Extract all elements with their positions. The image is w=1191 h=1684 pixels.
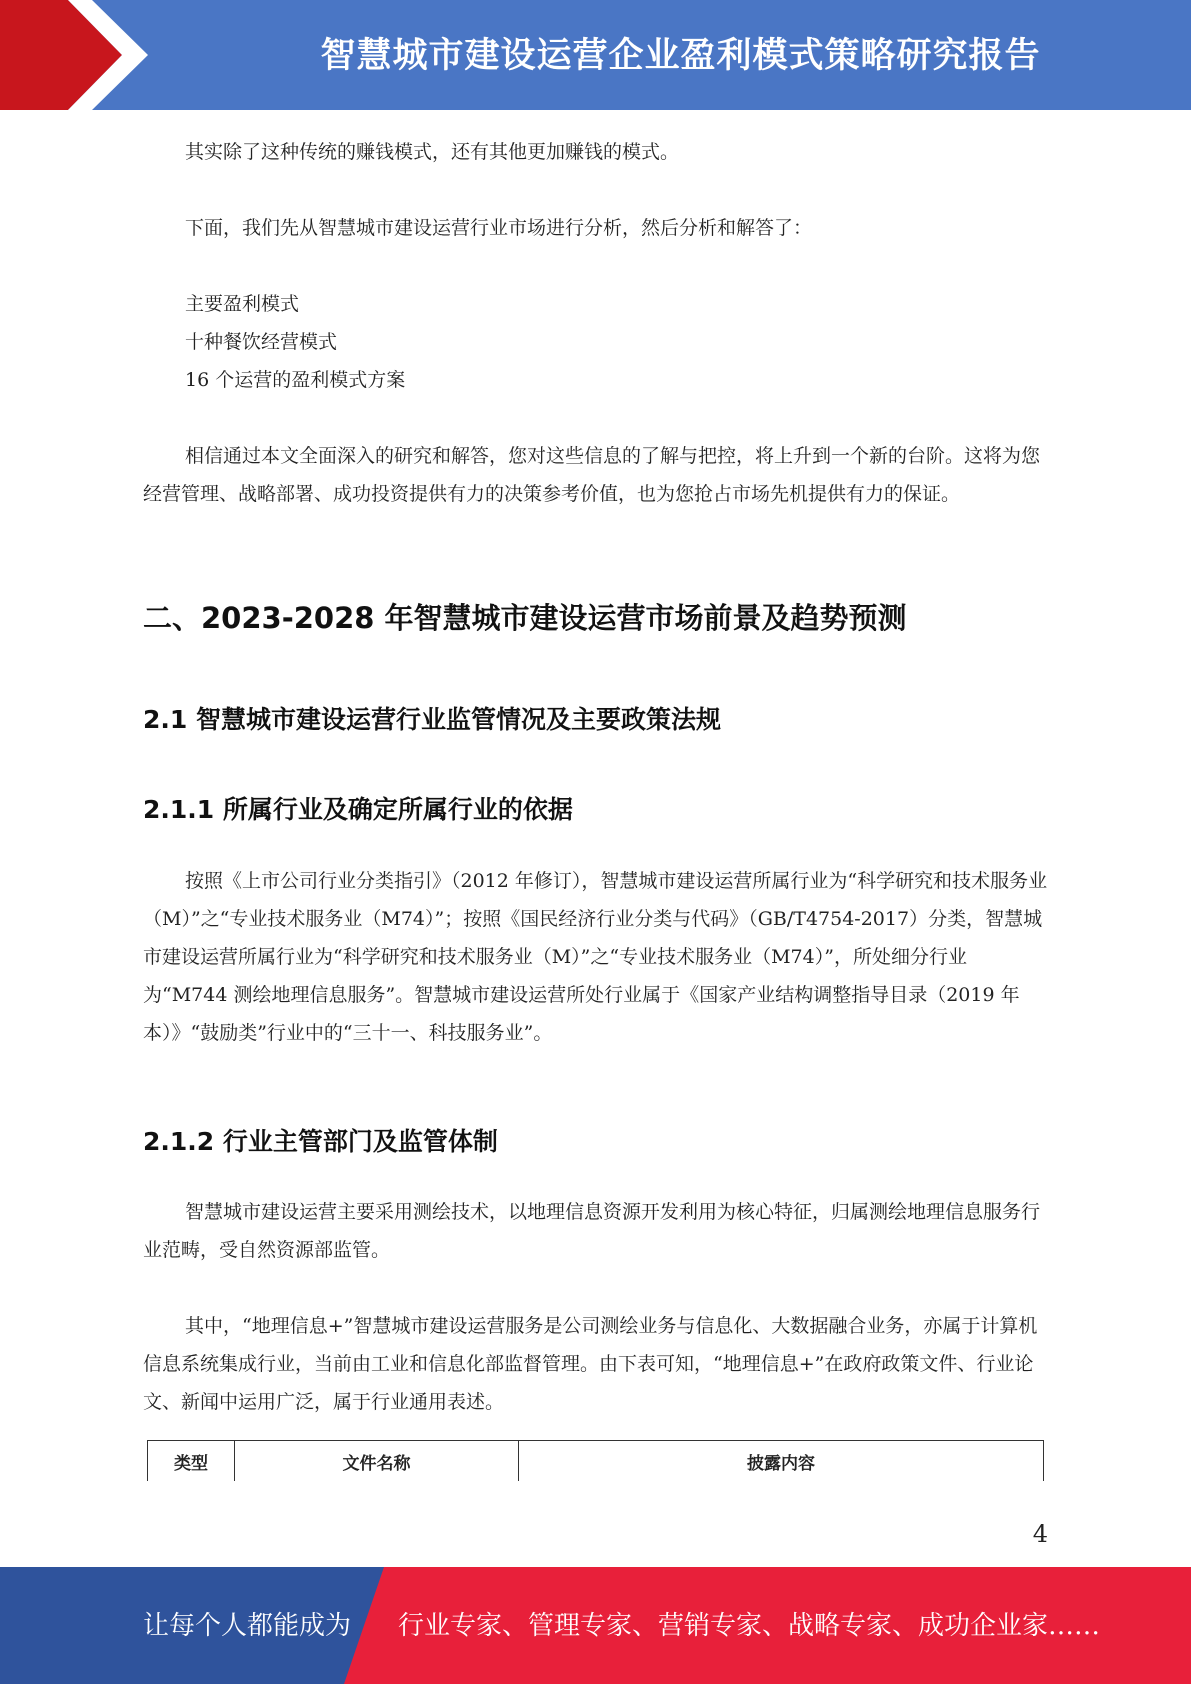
table-header-cell: 披露内容 xyxy=(519,1441,1044,1482)
section-heading: 二、2023-2028 年智慧城市建设运营市场前景及趋势预测 xyxy=(143,601,907,635)
disclosure-table xyxy=(147,1440,1044,1481)
footer-slogan-left: 让每个人都能成为 xyxy=(143,1611,352,1641)
paragraph: 相信通过本文全面深入的研究和解答，您对这些信息的了解与把控，将上升到一个新的台阶。这将为您经营管理、战略部署、成功投资提供有力的决策参考价值，也为您抢占市场先机提供有力的保证。 xyxy=(143,445,1041,505)
footer-slogan-right: 行业专家、管理专家、营销专家、战略专家、成功企业家…… xyxy=(398,1611,1101,1641)
list-item: 16 个运营的盈利模式方案 xyxy=(185,369,406,391)
subsection-heading: 2.1.1 所属行业及确定所属行业的依据 xyxy=(143,795,573,824)
subsection-heading: 2.1 智慧城市建设运营行业监管情况及主要政策法规 xyxy=(143,705,721,734)
table-header-cell: 文件名称 xyxy=(235,1441,519,1482)
header-arrow-decoration xyxy=(0,0,160,110)
paragraph: 按照《上市公司行业分类指引》（2012 年修订），智慧城市建设运营所属行业为“科学研究和技术服务业（M）”之“专业技术服务业（M74）”；按照《国民经济行业分类与代码》（GB/T4754-2017）分类，智慧城市建设运营所属行业为“科学研究和技术服务业（M）”之“专业技术服务业（M74）”，所处细分行业为“M744 测绘地理信息服务”。智慧城市建设运营所处行业属于《国家产业结构调整指导目录（2019 年本）》“鼓励类”行业中的“三十一、科技服务业”。 xyxy=(143,870,1048,1044)
page-header xyxy=(0,0,1191,110)
paragraph: 下面，我们先从智慧城市建设运营行业市场进行分析，然后分析和解答了： xyxy=(185,217,813,239)
list-item: 十种餐饮经营模式 xyxy=(185,331,338,353)
paragraph: 其实除了这种传统的赚钱模式，还有其他更加赚钱的模式。 xyxy=(185,141,680,163)
paragraph: 其中，“地理信息+”智慧城市建设运营服务是公司测绘业务与信息化、大数据融合业务，亦属于计算机信息系统集成行业，当前由工业和信息化部监督管理。由下表可知，“地理信息+”在政府政策文件、行业论文、新闻中运用广泛，属于行业通用表述。 xyxy=(143,1315,1038,1413)
page-number: 4 xyxy=(1032,1520,1048,1548)
page-footer xyxy=(0,1567,1191,1684)
subsection-heading: 2.1.2 行业主管部门及监管体制 xyxy=(143,1127,498,1156)
report-title: 智慧城市建设运营企业盈利模式策略研究报告 xyxy=(320,36,1041,76)
list-item: 主要盈利模式 xyxy=(185,293,300,315)
paragraph: 智慧城市建设运营主要采用测绘技术，以地理信息资源开发利用为核心特征，归属测绘地理信息服务行业范畴，受自然资源部监管。 xyxy=(143,1201,1041,1261)
table-header-row xyxy=(148,1441,1044,1482)
table-header-cell: 类型 xyxy=(148,1441,235,1482)
